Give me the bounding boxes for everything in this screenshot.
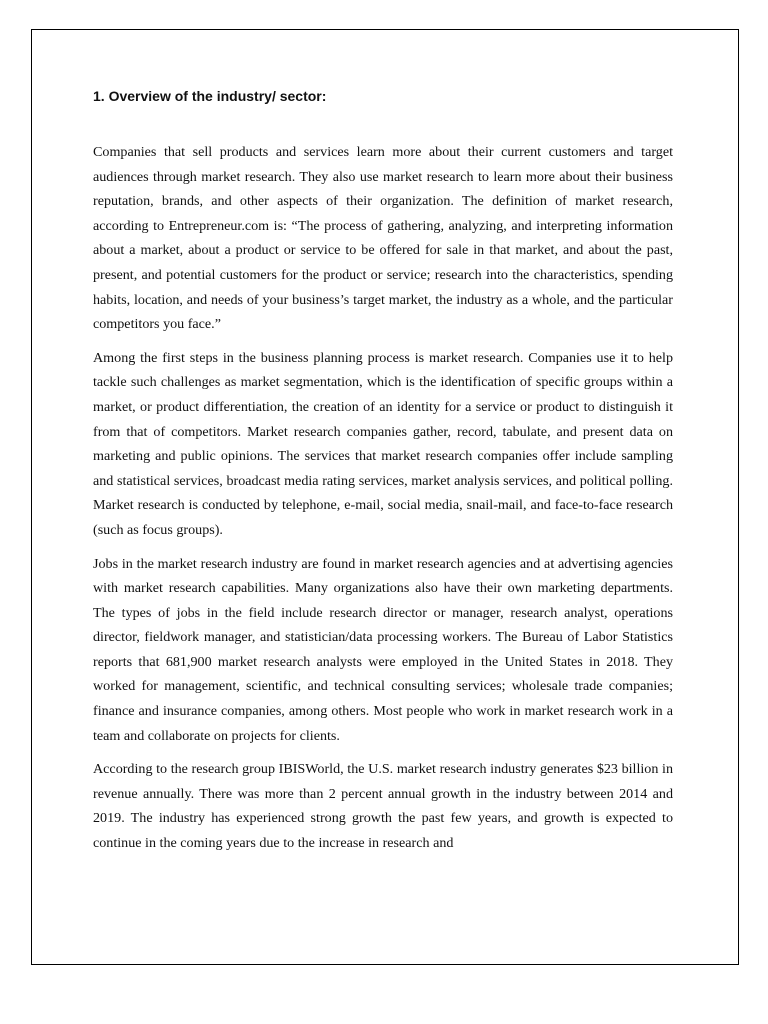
paragraph-business-planning: Among the first steps in the business planning process is market research. Companies use it to help tackle such challenges as market segmentation, which is the identification of specific groups within a market, or product differentiation, the creation of an identity for a service or product to distinguish it from that of competitors. Market research companies gather, record, tabulate, and present data on marketing and public opinions. The services that market research companies offer include sampling and statistical services, broadcast media rating services, market analysis services, and political polling. Market research is conducted by telephone, e-mail, social media, snail-mail, and face-to-face research (such as focus groups). [93,349,673,538]
paragraph-definition: Companies that sell products and services learn more about their current customers and target audiences through market research. They also use market research to learn more about their business reputation, brands, and other aspects of their organization. The definition of market research, according to Entrepreneur.com is: “The process of gathering, analyzing, and interpreting information about a market, about a product or service to be offered for sale in that market, and about the past, present, and potential customers for the product or service; research into the characteristics, spending habits, location, and needs of your business’s target market, the industry as a whole, and the particular competitors you face.” [93,144,673,333]
paragraph-jobs: Jobs in the market research industry are found in market research agencies and at advertising agencies with market research capabilities. Many organizations also have their own marketing departments. The types of jobs in the field include research director or manager, research analyst, operations director, fieldwork manager, and statistician/data processing workers. The Bureau of Labor Statistics reports that 681,900 market research analysts were employed in the United States in 2018. They worked for management, scientific, and technical consulting services; wholesale trade companies; finance and insurance companies, among others. Most people who work in market research work in a team and collaborate on projects for clients. [93,555,673,744]
paragraph-industry-revenue: According to the research group IBISWorld, the U.S. market research industry generates $23 billion in revenue annually. There was more than 2 percent annual growth in the industry between 2014 and 2019. The industry has experienced strong growth the past few years, and growth is expected to continue in the coming years due to the increase in research and [93,761,673,852]
document-body [93,86,673,865]
section-heading: 1. Overview of the industry/ sector: [93,88,327,104]
